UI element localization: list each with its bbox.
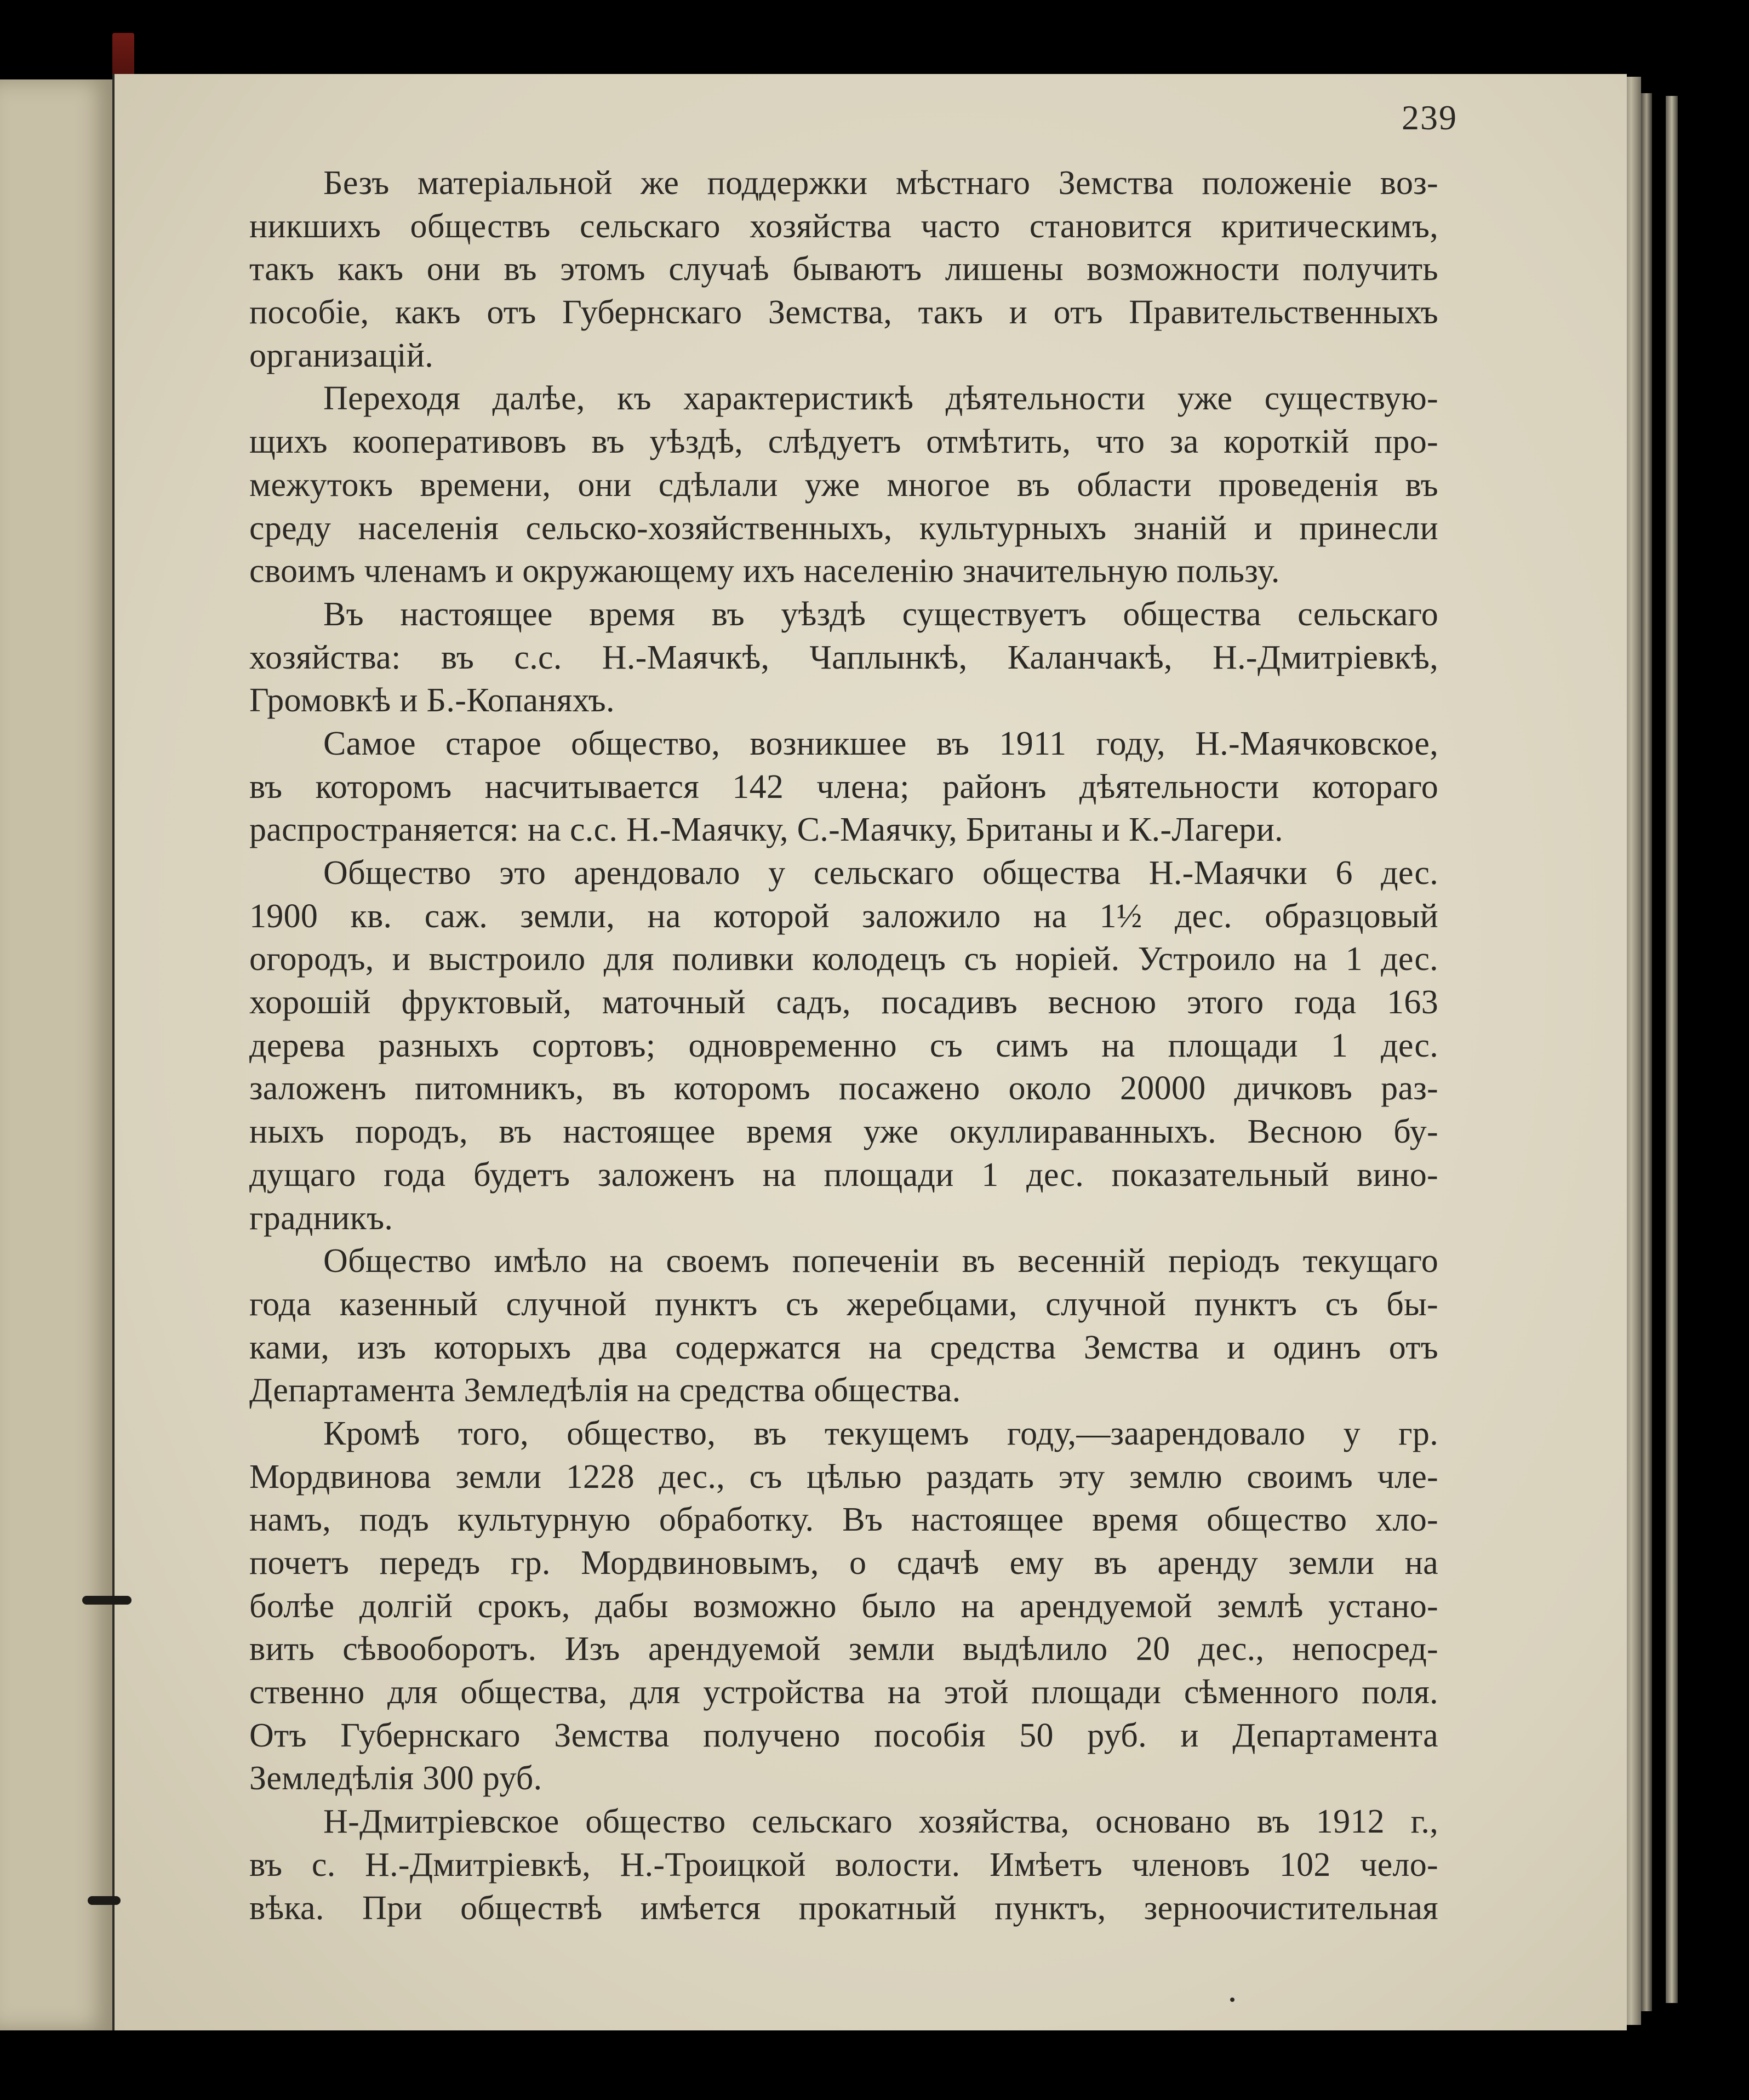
text-line: ственно для общества, для устройства на этой площади сѣменного поля.: [249, 1674, 1438, 1711]
text-line: дущаго года будетъ заложенъ на площади 1 дес. показательный вино-: [249, 1156, 1438, 1194]
text-line: Общество это арендовало у сельскаго общества Н.-Маячки 6 дес.: [323, 854, 1438, 892]
text-line: никшихъ обществъ сельскаго хозяйства часто становится критическимъ,: [249, 207, 1438, 245]
right-page-edge: [1625, 77, 1641, 2025]
text-line: Земледѣлія 300 руб.: [249, 1760, 542, 1797]
text-line: Самое старое общество, возникшее въ 1911 году, Н.-Маячковское,: [323, 724, 1438, 762]
right-page-edge: [1641, 93, 1652, 2011]
text-line: Мордвинова земли 1228 дес., съ цѣлью раздать эту землю своимъ чле-: [249, 1458, 1438, 1496]
left-page-edge: [0, 79, 116, 2030]
text-line: Общество имѣло на своемъ попеченіи въ весенній періодъ текущаго: [323, 1242, 1438, 1280]
text-line: организацій.: [249, 336, 434, 374]
text-line: Департамента Земледѣлія на средства общества.: [249, 1372, 961, 1409]
page-number: 239: [1402, 98, 1458, 137]
text-line: вить сѣвооборотъ. Изъ арендуемой земли выдѣлило 20 дес., непосред-: [249, 1630, 1438, 1668]
text-line: въ которомъ насчитывается 142 члена; районъ дѣятельности котораго: [249, 768, 1438, 806]
text-line: пособіе, какъ отъ Губернскаго Земства, такъ и отъ Правительственныхъ: [249, 294, 1438, 332]
text-line: среду населенія сельско-хозяйственныхъ, культурныхъ знаній и принесли: [249, 509, 1438, 547]
text-line: своимъ членамъ и окружающему ихъ населенію значительную пользу.: [249, 552, 1280, 590]
ink-speck: [1230, 1998, 1234, 2002]
text-line: ками, изъ которыхъ два содержатся на средства Земства и одинъ отъ: [249, 1328, 1438, 1366]
text-line: въ с. Н.-Дмитріевкѣ, Н.-Троицкой волости. Имѣетъ членовъ 102 чело-: [249, 1846, 1438, 1884]
text-line: заложенъ питомникъ, въ которомъ посажено около 20000 дичковъ раз-: [249, 1070, 1438, 1108]
text-line: огородъ, и выстроило для поливки колодецъ съ норіей. Устроило на 1 дес.: [249, 940, 1438, 978]
binding-thread-mark: [88, 1896, 121, 1905]
text-line: распространяется: на с.с. Н.-Маячку, С.-Маячку, Британы и К.-Лагери.: [249, 811, 1283, 849]
text-line: Въ настоящее время въ уѣздѣ существуетъ общества сельскаго: [323, 595, 1438, 633]
text-line: Кромѣ того, общество, въ текущемъ году,—заарендовало у гр.: [323, 1414, 1438, 1452]
text-line: хорошій фруктовый, маточный садъ, посадивъ весною этого года 163: [249, 984, 1438, 1022]
text-line: почетъ передъ гр. Мордвиновымъ, о сдачѣ ему въ аренду земли на: [249, 1544, 1438, 1582]
binding-thread-mark: [82, 1596, 132, 1605]
text-line: межутокъ времени, они сдѣлали уже многое въ области проведенія въ: [249, 466, 1438, 504]
body-text: [249, 162, 1438, 1930]
text-line: намъ, подъ культурную обработку. Въ настоящее время общество хло-: [249, 1501, 1438, 1539]
text-line: Переходя далѣе, къ характеристикѣ дѣятельности уже существую-: [323, 380, 1438, 418]
text-line: года казенный случной пунктъ съ жеребцами, случной пунктъ съ бы-: [249, 1285, 1438, 1323]
text-line: такъ какъ они въ этомъ случаѣ бываютъ лишены возможности получить: [249, 250, 1438, 288]
text-line: ныхъ породъ, въ настоящее время уже окуллираванныхъ. Весною бу-: [249, 1113, 1438, 1151]
text-line: Громовкѣ и Б.-Копаняхъ.: [249, 682, 615, 720]
text-line: градникъ.: [249, 1199, 393, 1237]
text-line: хозяйства: въ с.с. Н.-Маячкѣ, Чаплынкѣ, Каланчакѣ, Н.-Дмитріевкѣ,: [249, 638, 1438, 676]
right-page-edge: [1666, 96, 1678, 2003]
text-line: Безъ матеріальной же поддержки мѣстнаго Земства положеніе воз-: [323, 164, 1438, 202]
text-line: болѣе долгій срокъ, дабы возможно было на арендуемой землѣ устано-: [249, 1587, 1438, 1625]
text-line: 1900 кв. саж. земли, на которой заложило на 1½ дес. образцовый: [249, 897, 1438, 935]
text-line: щихъ кооперативовъ въ уѣздѣ, слѣдуетъ отмѣтить, что за короткій про-: [249, 423, 1438, 461]
text-line: Н-Дмитріевское общество сельскаго хозяйства, основано въ 1912 г.,: [323, 1803, 1438, 1841]
text-line: Отъ Губернскаго Земства получено пособія 50 руб. и Департамента: [249, 1716, 1438, 1754]
text-line: дерева разныхъ сортовъ; одновременно съ симъ на площади 1 дес.: [249, 1026, 1438, 1064]
text-line: вѣка. При обществѣ имѣется прокатный пунктъ, зерноочистительная: [249, 1889, 1438, 1927]
